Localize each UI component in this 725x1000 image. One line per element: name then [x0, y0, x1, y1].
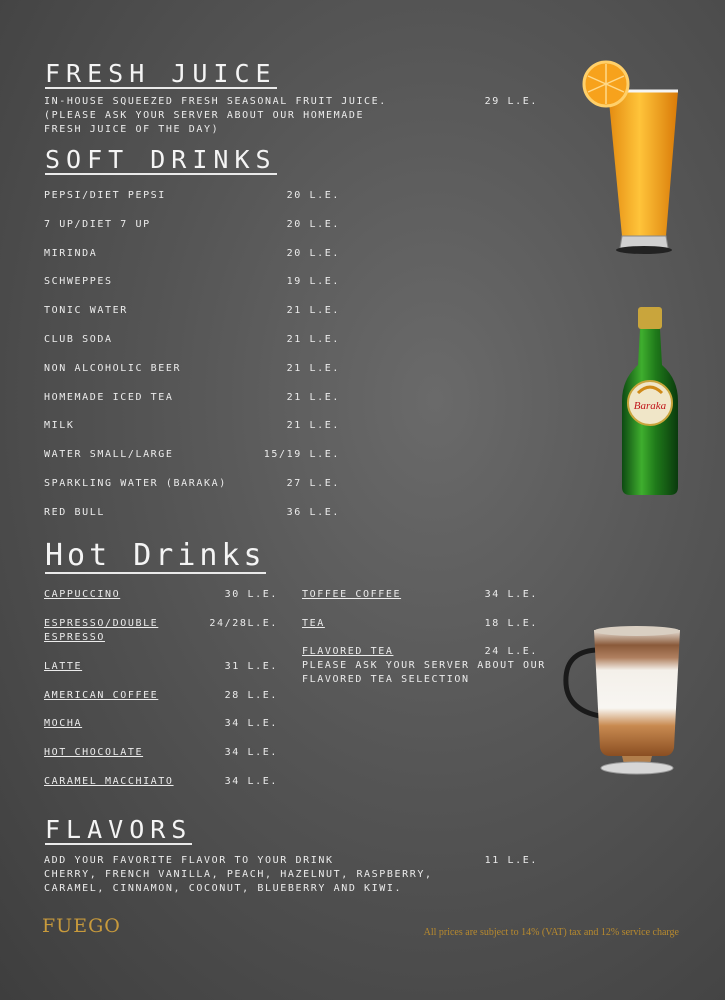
list-item: NON ALCOHOLIC BEER: [44, 363, 182, 374]
list-item: TEA: [302, 618, 325, 629]
list-item-price: 36 L.E.: [286, 507, 340, 518]
fresh-juice-description-1: IN-HOUSE SQUEEZED FRESH SEASONAL FRUIT JUICE.: [44, 96, 387, 107]
fresh-juice-description-2: (PLEASE ASK YOUR SERVER ABOUT OUR HOMEMADE: [44, 110, 365, 121]
list-item-price: 21 L.E.: [286, 392, 340, 403]
list-item-price: 34 L.E.: [224, 747, 278, 758]
list-item: TOFFEE COFFEE: [302, 589, 402, 600]
list-item: CLUB SODA: [44, 334, 113, 345]
brand-logo: FUEGO: [42, 915, 121, 937]
list-item-price: 20 L.E.: [286, 190, 340, 201]
list-item: HOT CHOCOLATE: [44, 747, 144, 758]
list-item: PEPSI/DIET PEPSI: [44, 190, 166, 201]
layered-coffee-glass-image: [560, 622, 690, 780]
list-item-price: 15/19 L.E.: [263, 449, 340, 460]
list-item-price: 28 L.E.: [224, 690, 278, 701]
hot-drinks-heading: Hot Drinks: [45, 538, 266, 573]
list-item-price: 34 L.E.: [224, 718, 278, 729]
list-item-price: 20 L.E.: [286, 248, 340, 259]
flavors-description-1: ADD YOUR FAVORITE FLAVOR TO YOUR DRINK: [44, 855, 334, 866]
flavors-description-2: CHERRY, FRENCH VANILLA, PEACH, HAZELNUT, RASPBERRY,: [44, 869, 433, 880]
flavored-tea-note-1: PLEASE ASK YOUR SERVER ABOUT OUR: [302, 660, 546, 671]
list-item: CARAMEL MACCHIATO: [44, 776, 174, 787]
list-item-price: 31 L.E.: [224, 661, 278, 672]
list-item: 7 UP/DIET 7 UP: [44, 219, 151, 230]
list-item: ESPRESSO/DOUBLE: [44, 618, 159, 629]
list-item-price: 18 L.E.: [484, 618, 538, 629]
fresh-juice-description-3: FRESH JUICE OF THE DAY): [44, 124, 220, 135]
list-item-price: 21 L.E.: [286, 420, 340, 431]
list-item: AMERICAN COFFEE: [44, 690, 159, 701]
list-item-price: 24/28L.E.: [209, 618, 278, 629]
list-item-price: 34 L.E.: [484, 589, 538, 600]
flavored-tea-note-2: FLAVORED TEA SELECTION: [302, 674, 470, 685]
tax-footnote: All prices are subject to 14% (VAT) tax and 12% service charge: [423, 927, 679, 938]
list-item-price: 34 L.E.: [224, 776, 278, 787]
list-item-price: 30 L.E.: [224, 589, 278, 600]
fresh-juice-price: 29 L.E.: [484, 96, 538, 107]
list-item: SCHWEPPES: [44, 276, 113, 287]
list-item: RED BULL: [44, 507, 105, 518]
list-item-price: 20 L.E.: [286, 219, 340, 230]
list-item: MILK: [44, 420, 75, 431]
flavors-heading: FLAVORS: [45, 815, 193, 844]
list-item: HOMEMADE ICED TEA: [44, 392, 174, 403]
flavors-description-3: CARAMEL, CINNAMON, COCONUT, BLUEBERRY AND KIWI.: [44, 883, 403, 894]
list-item: MOCHA: [44, 718, 83, 729]
list-item: FLAVORED TEA: [302, 646, 394, 657]
list-item: CAPPUCCINO: [44, 589, 121, 600]
list-item-price: 19 L.E.: [286, 276, 340, 287]
bottle-label-text: Baraka: [633, 400, 667, 412]
list-item-continuation: ESPRESSO: [44, 632, 105, 643]
flavors-price: 11 L.E.: [484, 855, 538, 866]
list-item-price: 21 L.E.: [286, 334, 340, 345]
list-item-price: 21 L.E.: [286, 363, 340, 374]
list-item: LATTE: [44, 661, 83, 672]
list-item: WATER SMALL/LARGE: [44, 449, 174, 460]
list-item: SPARKLING WATER (BARAKA): [44, 478, 227, 489]
orange-juice-glass-image: [578, 58, 688, 258]
soft-drinks-heading: SOFT DRINKS: [45, 145, 277, 174]
fresh-juice-heading: FRESH JUICE: [45, 59, 277, 88]
list-item-price: 24 L.E.: [484, 646, 538, 657]
sparkling-water-bottle-image: [612, 305, 688, 497]
list-item-price: 21 L.E.: [286, 305, 340, 316]
list-item: TONIC WATER: [44, 305, 128, 316]
list-item-price: 27 L.E.: [286, 478, 340, 489]
list-item: MIRINDA: [44, 248, 98, 259]
